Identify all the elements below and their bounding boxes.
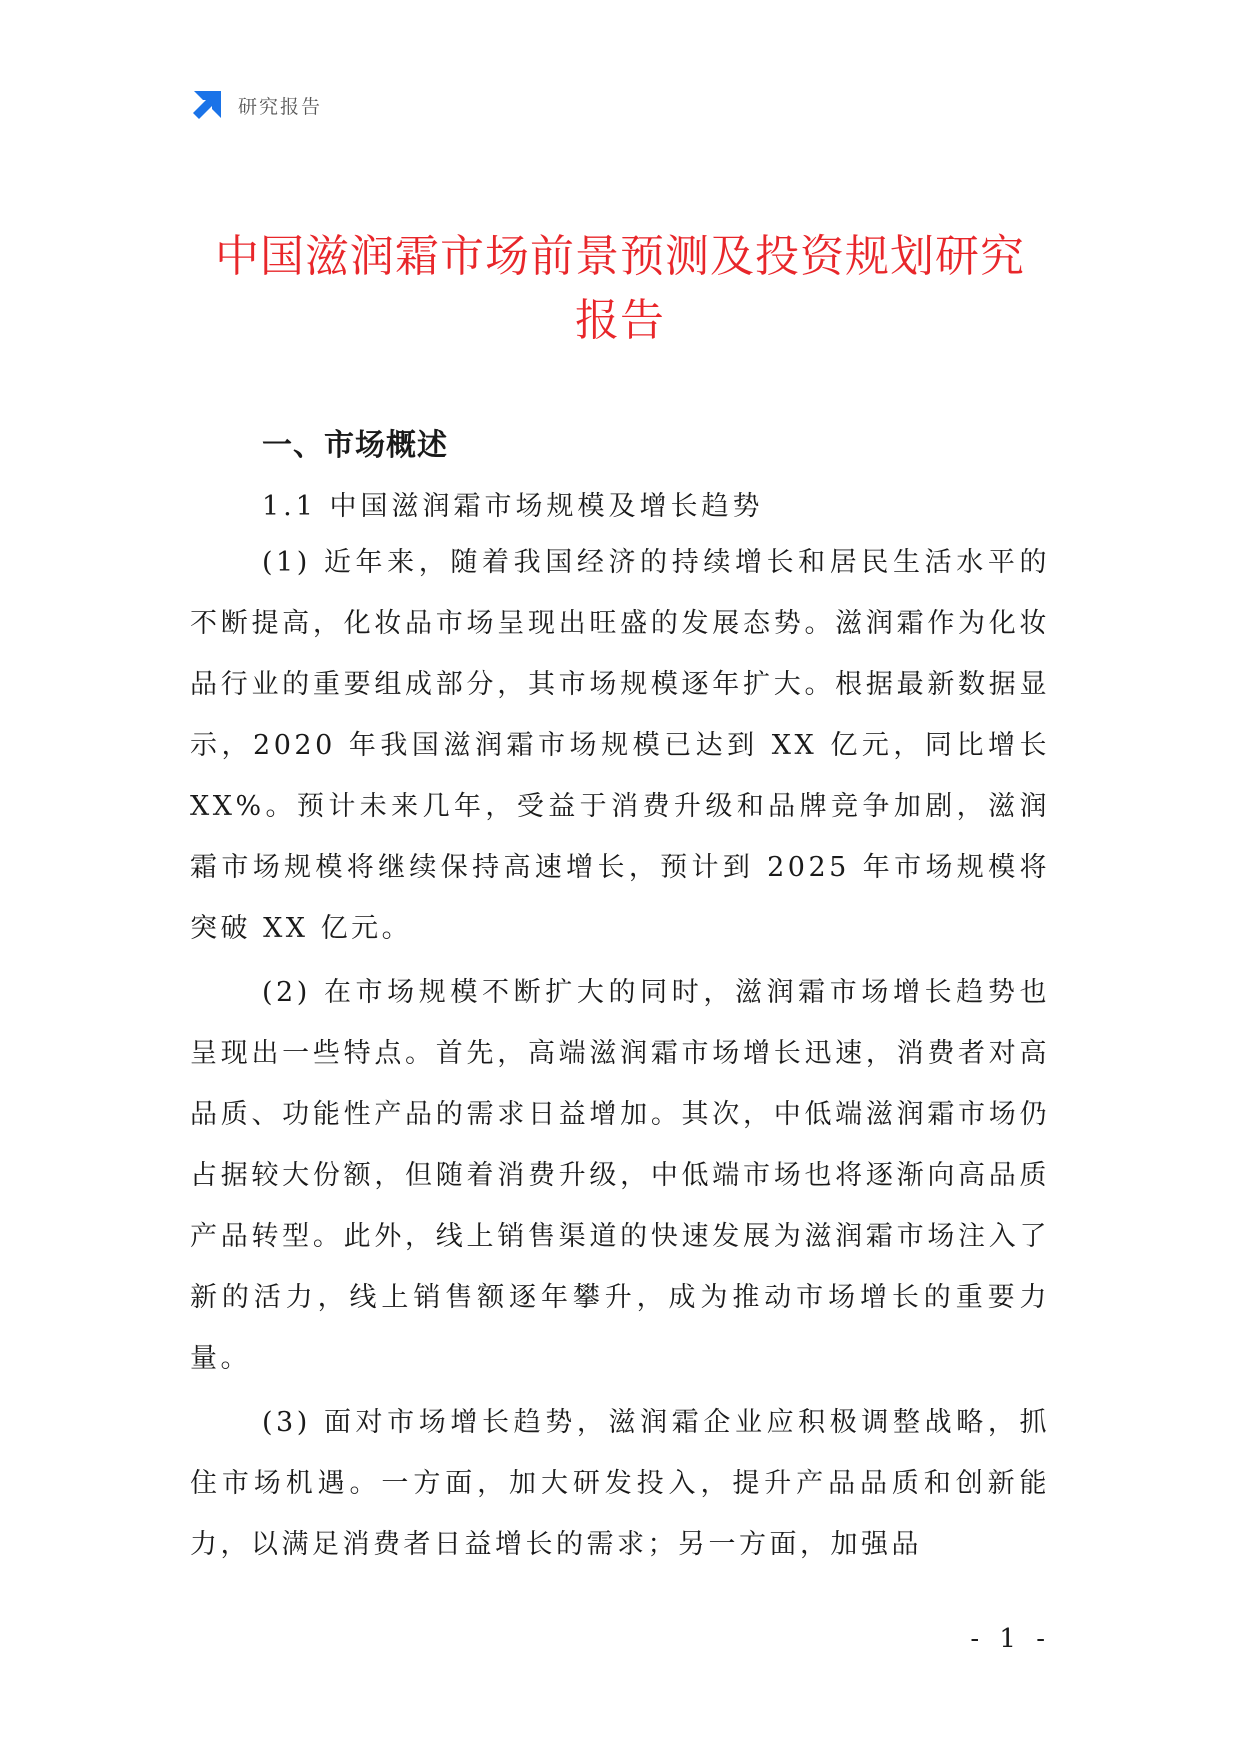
document-title: 中国滋润霜市场前景预测及投资规划研究报告 (215, 231, 1025, 346)
section-heading: 一、市场概述 (262, 428, 448, 463)
paragraph-1: (1) 近年来，随着我国经济的持续增长和居民生活水平的不断提高，化妆品市场呈现出旺盛的发展态势。滋润霜作为化妆品行业的重要组成部分，其市场规模逐年扩大。根据最新数据显示，2020 年我国滋润霜市场规模已达到 XX 亿元，同比增长 XX%。预计未来几年，受益于消费升级和品牌竞争加剧，滋润霜市场规模将继续保持高速增长，预计到 2025 年市场规模将突破 XX 亿元。 (190, 547, 1050, 944)
sub-heading: 1.1 中国滋润霜市场规模及增长趋势 (262, 491, 764, 522)
arrow-up-right-icon (190, 88, 224, 122)
header-label: 研究报告 (238, 95, 323, 118)
report-header (190, 88, 322, 122)
paragraph-2: (2) 在市场规模不断扩大的同时，滋润霜市场增长趋势也呈现出一些特点。首先，高端滋润霜市场增长迅速，消费者对高品质、功能性产品的需求日益增加。其次，中低端滋润霜市场仍占据较大份额，但随着消费升级，中低端市场也将逐渐向高品质产品转型。此外，线上销售渠道的快速发展为滋润霜市场注入了新的活力，线上销售额逐年攀升，成为推动市场增长的重要力量。 (190, 977, 1050, 1374)
page-number: - 1 - (970, 1624, 1051, 1654)
paragraph-3: (3) 面对市场增长趋势，滋润霜企业应积极调整战略，抓住市场机遇。一方面，加大研发投入，提升产品品质和创新能力，以满足消费者日益增长的需求；另一方面，加强品 (190, 1407, 1050, 1560)
